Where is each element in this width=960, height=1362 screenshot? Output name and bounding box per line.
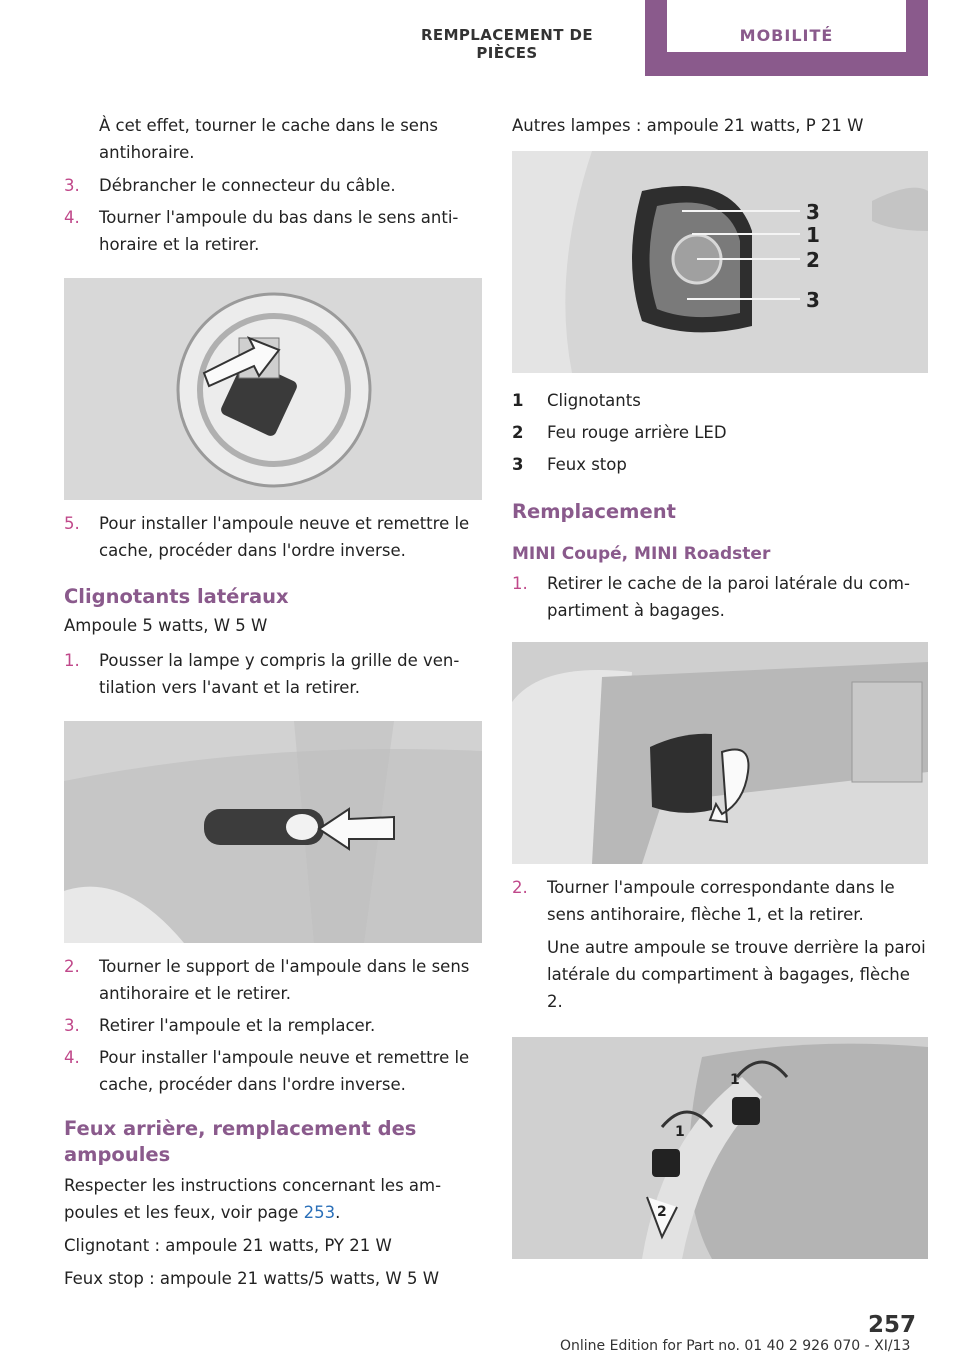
side-bulb-spec: Ampoule 5 watts, W 5 W: [64, 616, 268, 635]
callout-2: 2: [806, 248, 820, 272]
page-number: 257: [868, 1312, 917, 1338]
side-step-3: 3. Retirer l'ampoule et la remplacer.: [64, 1016, 376, 1035]
heading-side-indicators: Clignotants latéraux: [64, 585, 289, 608]
left-column: [64, 112, 482, 1292]
second-bulb-illustration: [512, 1037, 928, 1259]
step-4-turn-bulb: 4. Tourner l'ampoule du bas dans le sens antihoraire et la retirer.: [64, 208, 459, 254]
right-column: [512, 112, 928, 1259]
subheading-models: MINI Coupé, MINI Roadster: [512, 544, 771, 564]
heading-replacement: Remplacement: [512, 500, 676, 523]
step-3-disconnect: 3. Débrancher le connecteur du câble.: [64, 176, 396, 195]
replace-step-2: 2. Tourner l'ampoule correspondante dans le sens antihoraire, flèche 1, et la retirer.: [512, 878, 895, 924]
bulb-socket-illustration: [64, 278, 482, 500]
rear-light-drawing: [512, 151, 928, 373]
heading-rear-lights: Feux arrière, remplacement des ampoules: [64, 1117, 417, 1166]
rear-intro: Respecter les instructions concernant les ampoules et les feux, voir page 253.: [64, 1176, 442, 1222]
arrow-label-2: 2: [657, 1204, 667, 1220]
side-step-2: 2. Tourner le support de l'ampoule dans le sens antihoraire et le retirer.: [64, 957, 470, 1003]
legend-item-2: 2 Feu rouge arrière LED: [512, 423, 727, 442]
arrow-label-1-upper: 1: [730, 1072, 740, 1088]
legend-item-3: 3 Feux stop: [512, 455, 627, 474]
legend-item-1: 1 Clignotants: [512, 391, 641, 410]
callout-3-top: 3: [806, 200, 820, 224]
intro-text: À cet effet, tourner le cache dans le sens antihoraire.: [99, 116, 439, 162]
running-section-title: REMPLACEMENT DE PIÈCES: [420, 26, 594, 62]
edition-footer: Online Edition for Part no. 01 40 2 926 070 - XI/13: [560, 1338, 911, 1354]
rear-light-illustration: [512, 151, 928, 373]
side-step-1: 1. Pousser la lampe y compris la grille de ventilation vers l'avant et la retirer.: [64, 651, 460, 697]
arrow-label-1-lower: 1: [675, 1124, 685, 1140]
callout-1: 1: [806, 223, 820, 247]
side-step-4: 4. Pour installer l'ampoule neuve et remettre le cache, procéder dans l'ordre inverse.: [64, 1048, 470, 1094]
legend: [512, 387, 928, 483]
chapter-tab: [645, 0, 928, 76]
replace-step-1: 1. Retirer le cache de la paroi latérale du compartiment à bagages.: [512, 574, 910, 620]
second-bulb-drawing: [512, 1037, 928, 1259]
rear-flash-spec: Clignotant : ampoule 21 watts, PY 21 W: [64, 1236, 392, 1255]
other-lamps-spec: Autres lampes : ampoule 21 watts, P 21 W: [512, 116, 864, 135]
chapter-tab-label: MOBILITÉ: [667, 0, 906, 52]
trunk-illustration: [512, 642, 928, 864]
trunk-drawing: [512, 642, 928, 864]
replace-step-2-note: Une autre ampoule se trouve derrière la paroi latérale du compartiment à bagages, flèche 2.: [547, 938, 926, 1011]
step-5-reassemble: 5. Pour installer l'ampoule neuve et remettre le cache, procéder dans l'ordre inverse.: [64, 514, 470, 560]
side-indicator-illustration: [64, 721, 482, 943]
rear-stop-spec: Feux stop : ampoule 21 watts/5 watts, W 5 W: [64, 1269, 440, 1288]
bulb-socket-drawing: [64, 278, 482, 500]
side-indicator-drawing: [64, 721, 482, 943]
page-link[interactable]: 253: [303, 1203, 336, 1222]
callout-3-bottom: 3: [806, 288, 820, 312]
